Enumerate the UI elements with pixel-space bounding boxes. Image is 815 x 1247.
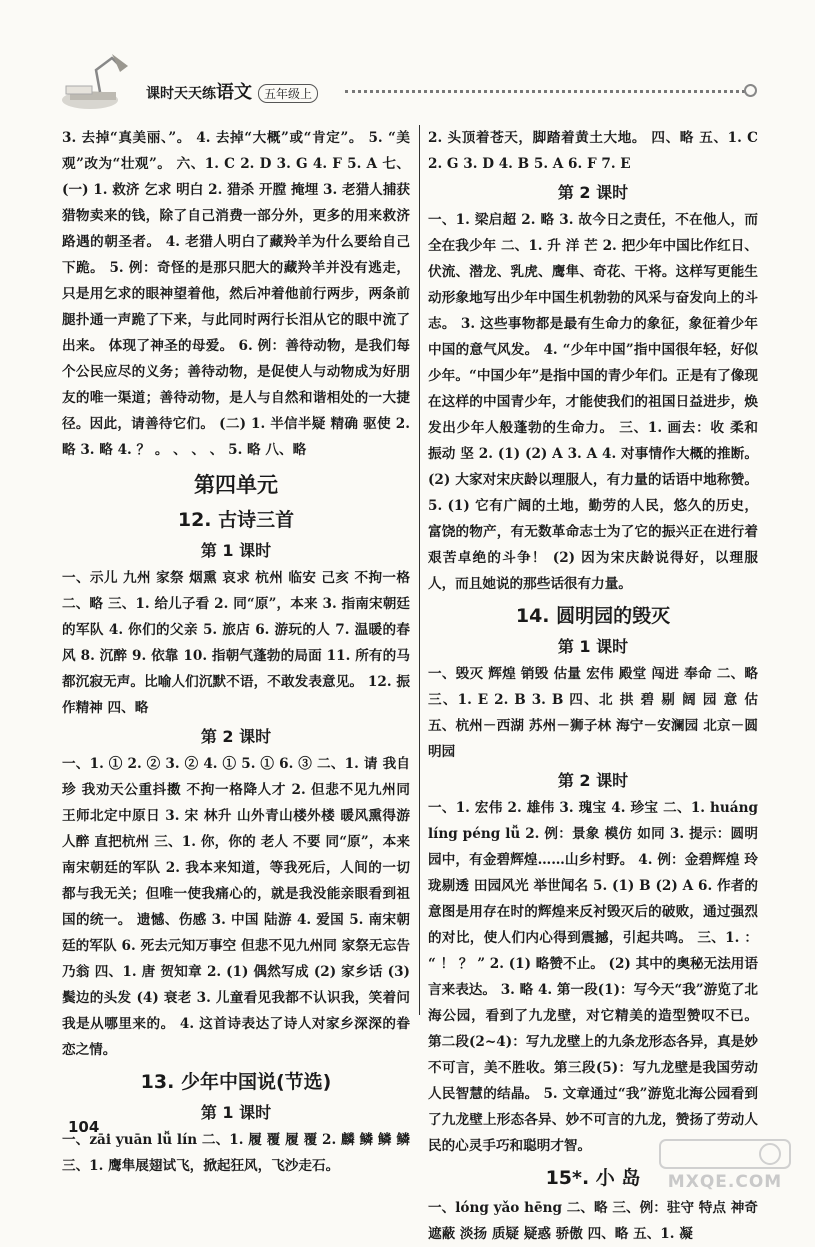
answer-paragraph: 一、zāi yuān lǚ lín 二、1. 履 覆 履 覆 2. 麟 鳞 鳞 鳞 三、1. 鹰隼展翅试飞，掀起狂风，飞沙走石。	[62, 1132, 410, 1174]
class-period-title: 第 1 课时	[200, 1103, 272, 1122]
watermark-logo-icon	[658, 1138, 792, 1170]
header-end-circle-icon	[744, 84, 757, 97]
answer-paragraph: 一、1. 梁启超 2. 略 3. 故今日之责任，不在他人，而全在我少年 二、1. 升 洋 芒 2. 把少年中国比作红日、伏流、潜龙、乳虎、鹰隼、奇花、干将。这样写更能生动形象地写出少年中国生机勃勃的风采与奋发向上的斗志。 3. 这些事物都是最有生命力的象征，象征着少年中国的意气风发。 4. “少年中国”指中国很年轻，好似少年。“中国少年”是指中国的青少年们。正是有了像现在这样的中国青少年，才能使我们的祖国日益进步，焕发出少年人般蓬勃的生命力。 三、1. 画去：收 柔和 振动 坚 2. (1) (2) A 3. A 4. 对事情作大概的推断。 (2) 大家对宋庆龄以理服人，有力量的话语中地称赞。 5. (1) 它有广阔的土地，勤劳的人民，悠久的历史，富饶的物产，有无数革命志士为了它的振兴正在进行着艰苦卓绝的斗争！ (2) 因为宋庆龄说得好，以理服人，而且她说的那些话很有力量。	[428, 212, 758, 592]
class-period-title: 第 2 课时	[200, 727, 272, 746]
class-period-title: 第 1 课时	[200, 541, 272, 560]
lesson-title: 12. 古诗三首	[177, 509, 295, 531]
class-period-title: 第 2 课时	[557, 771, 629, 790]
right-column	[428, 125, 758, 1247]
answer-paragraph: 一、1. ① 2. ② 3. ② 4. ① 5. ① 6. ③ 二、1. 请 我自珍 我劝天公重抖擞 不拘一格降人才 2. 但悲不见九州同 王师北定中原日 3. 宋 林升 山外青山楼外楼 暖风熏得游人醉 直把杭州 三、1. 你，你的 老人 不要 同“原”，本来 南宋朝廷的军队 2. 我本来知道，等我死后，人间的一切都与我无关；但唯一使我痛心的，就是我没能亲眼看到祖国的统一。 遗憾、伤感 3. 中国 陆游 4. 爱国 5. 南宋朝廷的军队 6. 死去元知万事空 但悲不见九州同 家祭无忘告乃翁 四、1. 唐 贺知章 2. (1) 偶然写成 (2) 家乡话 (3) 鬓边的头发 (4) 衰老 3. 儿童看见我都不认识我，笑着问我是从哪里来的。 4. 这首诗表达了诗人对家乡深深的眷恋之情。	[62, 756, 410, 1058]
page-header	[0, 52, 815, 122]
lesson-title: 14. 圆明园的毁灭	[515, 605, 671, 627]
unit-title: 第四单元	[194, 472, 278, 497]
lesson-title: 15*. 小 岛	[545, 1167, 641, 1189]
answer-paragraph: 一、1. 宏伟 2. 雄伟 3. 瑰宝 4. 珍宝 二、1. huáng líng péng lǚ 2. 例：景象 模仿 如同 3. 提示：圆明园中，有金碧辉煌……山乡村野。 4. 例：金碧辉煌 玲珑剔透 田园风光 举世闻名 5. (1) B (2) A 6. 作者的意图是用存在时的辉煌来反衬毁灭后的破败，通过强烈的对比，使人们内心得到震撼，引起共鸣。 三、1. ： “ ！ ？ ” 2. (1) 略赞不止。 (2) 其中的奥秘无法用语言来表达。 3. 略 4. 第一段(1)：写今天“我”游览了北海公园，看到了九龙壁，对它精美的造型赞叹不已。 第二段(2~4)：写九龙壁上的九条龙形态各异，真是妙不可言，美不胜收。第三段(5)：写九龙壁是我国劳动人民智慧的结晶。 5. 文章通过“我”游览北海公园看到了九龙壁上形态各异、妙不可言的九龙，赞扬了劳动人民的心灵手巧和聪明才智。	[428, 800, 758, 1154]
header-title	[146, 78, 318, 104]
answer-paragraph: 一、毁灭 辉煌 销毁 估量 宏伟 殿堂 闯进 奉命 二、略 三、1. E 2. B 3. B 四、北 拱 碧 剔 阔 园 意 估 五、杭州－西湖 苏州－狮子林 海宁－安澜园 北京－圆明园	[428, 666, 758, 760]
answer-paragraph: 一、示儿 九州 家祭 烟熏 哀求 杭州 临安 己亥 不拘一格 二、略 三、1. 给儿子看 2. 同“原”，本来 3. 指南宋朝廷的军队 4. 你们的父亲 5. 旅店 6. 游玩的人 7. 温暖的春风 8. 沉醉 9. 依靠 10. 指朝气蓬勃的局面 11. 所有的马都沉寂无声。比喻人们沉默不语，不敢发表意见。 12. 振作精神 四、略	[62, 570, 410, 716]
header-dotted-rule	[345, 90, 745, 93]
answer-paragraph: 3. 去掉“真美丽、”。 4. 去掉“大概”或“肯定”。 5. “美观”改为“壮观”。 六、1. C 2. D 3. G 4. F 5. A 七、(一) 1. 救济 乞求 明白 2. 猎杀 开膛 掩埋 3. 老猎人捕获猎物卖来的钱，除了自己消费一部分外，更多的用来救济路遇的朝圣者。 4. 老猎人明白了藏羚羊为什么要给自己下跪。 5. 例：奇怪的是那只肥大的藏羚羊并没有逃走，只是用乞求的眼神望着他，然后冲着他前行两步，两条前腿扑通一声跪了下来，与此同时两行长泪从它的眼中流了出来。 体现了神圣的母爱。 6. 例：善待动物，是我们每个公民应尽的义务；善待动物，是促使人与动物成为好朋友的唯一渠道；善待动物，是人与自然和谐相处的一大捷径。因此，请善待它们。 (二) 1. 半信半疑 精确 驱使 2. 略 3. 略 4. ？ 。 、 、 、 5. 略 八、略	[62, 130, 410, 458]
answer-paragraph: 2. 头顶着苍天，脚踏着黄土大地。 四、略 五、1. C 2. G 3. D 4. B 5. A 6. F 7. E	[428, 130, 758, 172]
watermark-url: MXQE.COM	[667, 1172, 783, 1192]
grade-badge: 五年级上	[258, 84, 318, 103]
class-period-title: 第 1 课时	[557, 637, 629, 656]
series-name: 课时天天练	[146, 86, 216, 102]
class-period-title: 第 2 课时	[557, 183, 629, 202]
desk-lamp-logo-icon	[60, 52, 135, 114]
left-column	[62, 125, 410, 1179]
subject-name: 语文	[216, 82, 252, 103]
page-number: 104	[68, 1118, 100, 1136]
column-divider	[419, 125, 420, 1015]
lesson-title: 13. 少年中国说(节选)	[140, 1071, 332, 1093]
watermark	[650, 1138, 800, 1194]
answer-paragraph: 一、lóng yǎo hēng 二、略 三、例：驻守 特点 神奇 遮蔽 淡扬 质疑 疑惑 骄傲 四、略 五、1. 凝	[428, 1200, 758, 1242]
